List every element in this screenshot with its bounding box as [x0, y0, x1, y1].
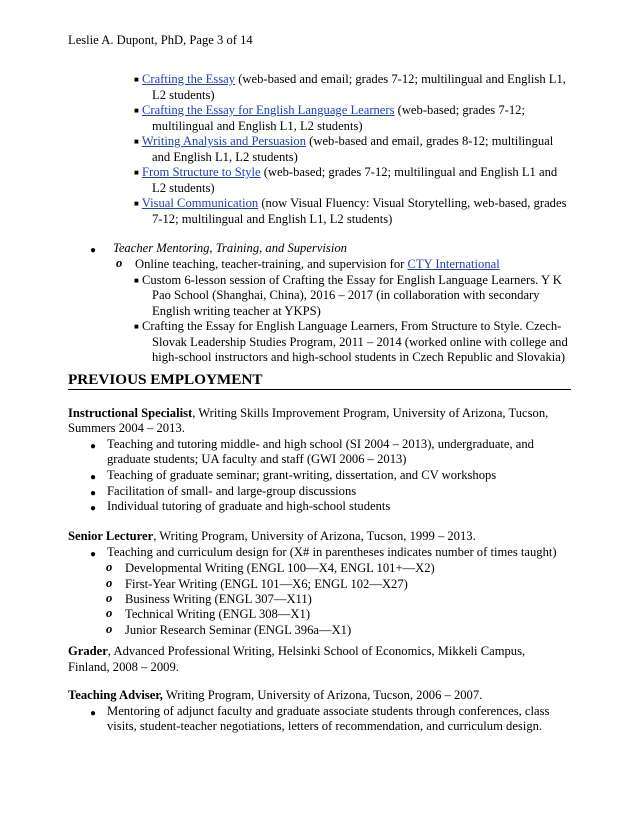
course-desc-cont: L2 students) [152, 181, 215, 195]
job-bullet: Teaching and tutoring middle- and high school (SI 2004 – 2013), undergraduate, and [107, 437, 534, 451]
course-history: Developmental Writing (ENGL 100—X4, ENGL 101+—X2) [125, 561, 435, 575]
mentoring-sub-text: Online teaching, teacher-training, and supervision for [135, 257, 408, 271]
circle-bullet-icon: o [106, 591, 113, 605]
job-instructional [68, 406, 548, 422]
square-bullet-icon: ■ [134, 168, 139, 177]
course-desc: (web-based; grades 7-12; multilingual and English L1 and [260, 165, 558, 179]
job-adviser [68, 688, 482, 704]
job-bullet: Teaching of graduate seminar; grant-writing, dissertation, and CV workshops [107, 468, 497, 482]
course-desc-cont: L2 students) [152, 88, 215, 102]
course-history: Junior Research Seminar (ENGL 396a—X1) [125, 623, 352, 637]
disc-bullet-icon: ● [90, 708, 97, 719]
circle-bullet-icon: o [106, 560, 113, 574]
course-item [134, 196, 566, 213]
job-bullet-cont: graduate students; UA faculty and staff (GWI 2006 – 2013) [107, 452, 407, 466]
course-desc: (web-based and email, grades 8-12; multilingual [306, 134, 554, 148]
mentoring-sub [135, 257, 500, 273]
mentoring-item-cont: Pao School (Shanghai, China), 2016 – 2017 (in collaboration with secondary [152, 288, 540, 302]
disc-bullet-icon: ● [90, 245, 97, 256]
course-link[interactable]: Crafting the Essay for English Language Learners [142, 103, 395, 117]
square-bullet-icon: ■ [134, 137, 139, 146]
disc-bullet-icon: ● [90, 503, 97, 514]
course-history: Technical Writing (ENGL 308—X1) [125, 607, 311, 621]
mentoring-heading: Teacher Mentoring, Training, and Supervision [113, 241, 347, 255]
course-link[interactable]: Visual Communication [141, 196, 259, 210]
mentoring-item [134, 319, 561, 336]
course-desc: (now Visual Fluency: Visual Storytelling, web-based, grades [258, 196, 567, 210]
job-desc-cont: Summers 2004 – 2013. [68, 421, 185, 435]
job-desc: , Writing Program, University of Arizona, Tucson, 1999 – 2013. [153, 529, 476, 543]
course-item [134, 134, 553, 151]
square-bullet-icon: ■ [134, 276, 139, 285]
job-desc-cont: Finland, 2008 – 2009. [68, 660, 179, 674]
mentoring-item-text: Custom 6-lesson session of Crafting the Essay for English Language Learners. Y K [142, 273, 562, 287]
cty-link[interactable]: CTY International [407, 257, 500, 271]
job-desc: Writing Program, University of Arizona, Tucson, 2006 – 2007. [162, 688, 483, 702]
disc-bullet-icon: ● [90, 472, 97, 483]
square-bullet-icon: ■ [134, 199, 139, 208]
page-header: Leslie A. Dupont, PhD, Page 3 of 14 [68, 33, 253, 47]
course-history: Business Writing (ENGL 307—X11) [125, 592, 312, 606]
disc-bullet-icon: ● [90, 549, 97, 560]
course-history: First-Year Writing (ENGL 101—X6; ENGL 102—X27) [125, 577, 408, 591]
course-desc-cont: 7-12; multilingual and English L1, L2 students) [152, 212, 393, 226]
course-item [134, 103, 525, 120]
section-title: PREVIOUS EMPLOYMENT [68, 372, 571, 390]
square-bullet-icon: ■ [134, 75, 139, 84]
job-title: Grader [68, 644, 108, 658]
course-desc-cont: and English L1, L2 students) [152, 150, 298, 164]
circle-bullet-icon: o [106, 576, 113, 590]
job-desc: , Advanced Professional Writing, Helsinki School of Economics, Mikkeli Campus, [107, 644, 526, 658]
mentoring-item-cont: Slovak Leadership Studies Program, 2011 – 2014 (worked online with college and [152, 335, 568, 349]
job-title: Senior Lecturer [68, 529, 154, 543]
job-bullet: Individual tutoring of graduate and high-school students [107, 499, 391, 513]
circle-bullet-icon: o [106, 622, 113, 636]
course-link[interactable]: Writing Analysis and Persuasion [141, 134, 307, 148]
job-bullet: Mentoring of adjunct faculty and graduate associate students through conferences, class [107, 704, 550, 718]
square-bullet-icon: ■ [134, 322, 139, 331]
job-grader [68, 644, 525, 660]
course-item [134, 72, 566, 89]
course-desc: (web-based; grades 7-12; [394, 103, 525, 117]
square-bullet-icon: ■ [134, 106, 139, 115]
course-desc: (web-based and email; grades 7-12; multilingual and English L1, [235, 72, 566, 86]
job-desc: , Writing Skills Improvement Program, University of Arizona, Tucson, [192, 406, 549, 420]
disc-bullet-icon: ● [90, 488, 97, 499]
mentoring-item-cont: English writing teacher at YKPS) [152, 304, 321, 318]
course-link[interactable]: From Structure to Style [142, 165, 261, 179]
course-item [134, 165, 557, 182]
job-bullet-cont: visits, student-teacher negotiations, letters of recommendation, and curriculum design. [107, 719, 543, 733]
job-bullet: Teaching and curriculum design for (X# in parentheses indicates number of times taught) [107, 545, 557, 559]
job-senior [68, 529, 476, 545]
job-bullet: Facilitation of small- and large-group discussions [107, 484, 357, 498]
job-title: Teaching Adviser, [68, 688, 163, 702]
mentoring-item-text: Crafting the Essay for English Language Learners, From Structure to Style. Czech- [142, 319, 562, 333]
circle-bullet-icon: o [106, 606, 113, 620]
mentoring-item-cont: high-school instructors and high-school students in Czech Republic and Slovakia) [152, 350, 566, 364]
circle-bullet-icon: o [116, 256, 123, 270]
course-link[interactable]: Crafting the Essay [142, 72, 236, 86]
job-title: Instructional Specialist [68, 406, 193, 420]
disc-bullet-icon: ● [90, 441, 97, 452]
course-desc-cont: multilingual and English L1, L2 students) [152, 119, 363, 133]
